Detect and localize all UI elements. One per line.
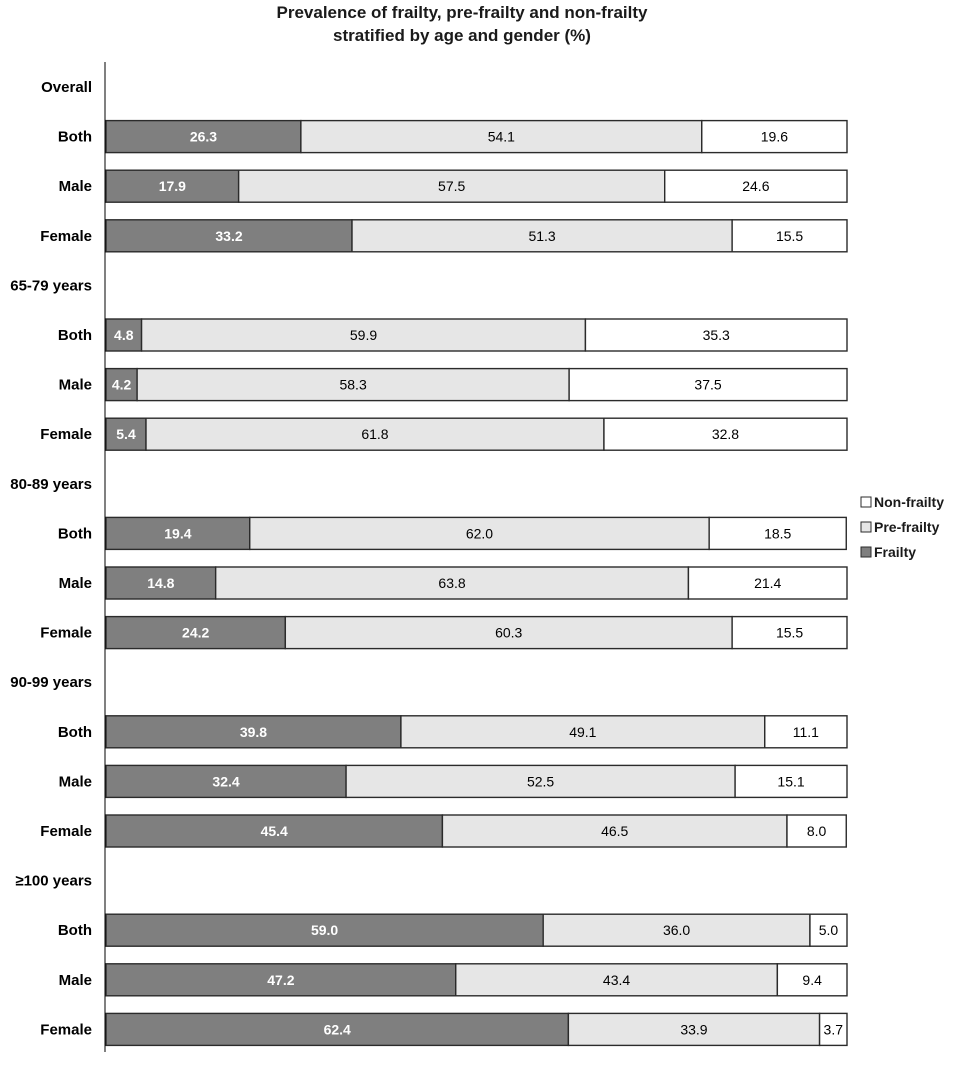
- group-label: 80-89 years: [10, 475, 92, 493]
- group-label: 90-99 years: [10, 674, 92, 692]
- data-label-pre-frailty: 62.0: [465, 525, 494, 542]
- row-label: Male: [58, 575, 92, 592]
- data-label-frailty: 17.9: [158, 178, 186, 195]
- group-label: ≥100 years: [15, 872, 92, 890]
- row-label: Both: [57, 327, 92, 344]
- data-label-non-frailty: 3.7: [823, 1021, 844, 1038]
- data-label-pre-frailty: 51.3: [528, 227, 556, 244]
- row-label: Male: [58, 971, 92, 989]
- row-label: Both: [57, 723, 92, 741]
- data-label-frailty: 19.4: [164, 525, 192, 542]
- data-label-non-frailty: 19.6: [760, 128, 789, 145]
- row-label: Both: [57, 128, 92, 146]
- data-label-frailty: 33.2: [215, 227, 243, 244]
- data-label-non-frailty: 15.1: [777, 773, 805, 790]
- chart-title-line-1: Prevalence of frailty, pre-frailty and non-frailty: [276, 3, 648, 22]
- data-label-pre-frailty: 52.5: [526, 773, 555, 790]
- data-label-non-frailty: 8.0: [806, 823, 827, 839]
- data-label-non-frailty: 9.4: [802, 971, 822, 988]
- row-label: Female: [40, 624, 92, 642]
- data-label-frailty: 5.4: [116, 426, 136, 443]
- data-label-pre-frailty: 49.1: [569, 723, 597, 740]
- data-label-pre-frailty: 60.3: [495, 624, 523, 641]
- legend-swatch-frailty: [861, 547, 871, 557]
- row-label: Male: [58, 178, 92, 196]
- data-label-non-frailty: 5.0: [818, 922, 839, 939]
- data-label-pre-frailty: 57.5: [438, 178, 466, 195]
- legend: [861, 494, 944, 560]
- bars-layer: [106, 121, 847, 1046]
- data-label-frailty: 47.2: [267, 971, 295, 988]
- data-label-pre-frailty: 46.5: [601, 823, 629, 839]
- data-label-frailty: 14.8: [147, 575, 175, 591]
- chart-title-line-2: stratified by age and gender (%): [333, 26, 591, 45]
- data-label-pre-frailty: 54.1: [487, 128, 515, 145]
- data-label-frailty: 39.8: [239, 723, 268, 740]
- data-label-frailty: 59.0: [310, 922, 339, 939]
- data-label-non-frailty: 24.6: [742, 178, 770, 195]
- data-label-frailty: 32.4: [212, 773, 240, 790]
- data-label-frailty: 4.8: [114, 327, 134, 343]
- data-label-frailty: 26.3: [189, 128, 218, 145]
- legend-label-non-frailty: Non-frailty: [874, 494, 944, 510]
- row-label: Male: [58, 376, 92, 394]
- data-label-pre-frailty: 58.3: [339, 376, 367, 393]
- data-label-frailty: 4.2: [111, 376, 132, 393]
- row-label: Both: [57, 525, 92, 543]
- legend-swatch-pre-frailty: [861, 522, 871, 532]
- data-label-pre-frailty: 33.9: [680, 1021, 708, 1038]
- data-label-non-frailty: 11.1: [792, 723, 819, 740]
- group-label: 65-79 years: [10, 277, 92, 295]
- data-label-non-frailty: 35.3: [702, 327, 730, 343]
- data-label-frailty: 62.4: [323, 1021, 351, 1038]
- legend-label-pre-frailty: Pre-frailty: [874, 519, 940, 535]
- data-label-pre-frailty: 59.9: [349, 327, 378, 343]
- data-label-non-frailty: 18.5: [764, 525, 792, 542]
- data-label-non-frailty: 32.8: [711, 426, 740, 443]
- legend-swatch-non-frailty: [861, 497, 871, 507]
- data-label-pre-frailty: 63.8: [438, 575, 466, 591]
- data-label-non-frailty: 21.4: [754, 575, 782, 591]
- group-label: Overall: [41, 79, 92, 96]
- row-label: Female: [40, 426, 92, 444]
- data-label-non-frailty: 15.5: [775, 624, 804, 641]
- row-label: Female: [40, 1021, 92, 1039]
- data-label-pre-frailty: 43.4: [602, 971, 631, 988]
- category-labels-layer: [10, 79, 92, 1038]
- row-label: Female: [40, 227, 92, 245]
- row-label: Both: [57, 922, 92, 940]
- data-label-pre-frailty: 36.0: [662, 922, 691, 939]
- data-label-frailty: 24.2: [182, 624, 210, 641]
- legend-label-frailty: Frailty: [874, 544, 917, 560]
- row-label: Female: [40, 823, 92, 840]
- data-label-non-frailty: 37.5: [694, 376, 722, 393]
- data-label-non-frailty: 15.5: [775, 227, 804, 244]
- data-label-frailty: 45.4: [260, 823, 288, 839]
- data-label-pre-frailty: 61.8: [361, 426, 389, 443]
- row-label: Male: [58, 773, 92, 791]
